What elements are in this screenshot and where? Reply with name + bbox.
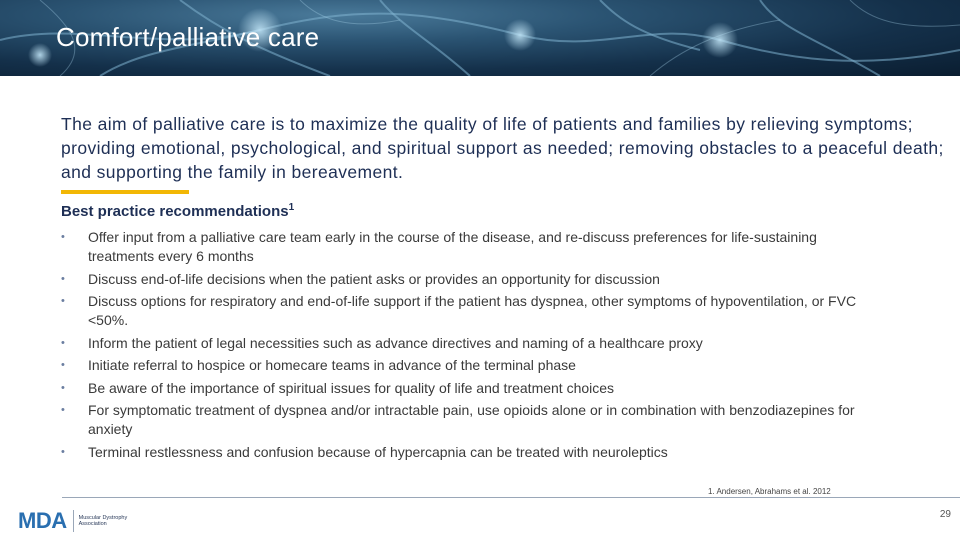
list-item [61,228,861,266]
logo-mark: MDA [18,508,67,533]
bullet-icon: • [61,381,65,394]
footer-divider [62,497,960,498]
bullet-icon: • [61,404,65,416]
list-item [61,356,861,375]
bullet-icon: • [61,295,65,307]
page-title: Comfort/palliative care [56,22,320,52]
logo-wordmark: Muscular Dystrophy Association [78,514,128,527]
bullet-icon: • [61,445,65,458]
list-item-text: For symptomatic treatment of dyspnea and/or intractable pain, use opioids alone or in combination with benzodiazepines for anxiety [88,402,855,437]
accent-divider [61,190,189,194]
list-item [61,379,861,398]
logo-divider [73,510,74,532]
list-item [61,443,861,462]
section-heading-text: Best practice recommendations [61,203,289,220]
bullet-icon: • [61,336,65,349]
list-item [61,334,861,353]
mda-logo [18,508,129,534]
header-banner [0,0,960,76]
list-item-text: Initiate referral to hospice or homecare teams in advance of the terminal phase [88,357,576,373]
list-item-text: Terminal restlessness and confusion because of hypercapnia can be treated with neuroleptics [88,443,668,460]
reference-citation: 1. Andersen, Abrahams et al. 2012 [708,487,831,496]
intro-paragraph: The aim of palliative care is to maximize the quality of life of patients and families by relieving symptoms; providing emotional, psychological, and spiritual support as needed; removing obstacles to a peaceful death; and supporting the family in bereavement. [61,114,944,182]
page-number: 29 [939,509,951,520]
list-item-text: Be aware of the importance of spiritual issues for quality of life and treatment choices [88,379,615,396]
bullet-icon: • [61,272,65,285]
section-heading [61,202,294,220]
bullet-icon: • [61,359,65,371]
list-item-text: Discuss end-of-life decisions when the patient asks or provides an opportunity for discussion [88,270,660,287]
list-item-text: Discuss options for respiratory and end-of-life support if the patient has dyspnea, other symptoms of hypoventilation, or FVC <50%. [88,293,857,328]
list-item [61,401,861,439]
list-item-text: Offer input from a palliative care team early in the course of the disease, and re-discuss preferences for life-sustaining treatments every 6 months [88,229,817,264]
bullet-icon: • [61,231,65,243]
list-item-text: Inform the patient of legal necessities such as advance directives and naming of a healthcare proxy [88,334,703,351]
list-item [61,292,861,330]
list-item [61,270,861,289]
recommendation-list [61,228,861,465]
citation-superscript: 1 [288,202,295,213]
